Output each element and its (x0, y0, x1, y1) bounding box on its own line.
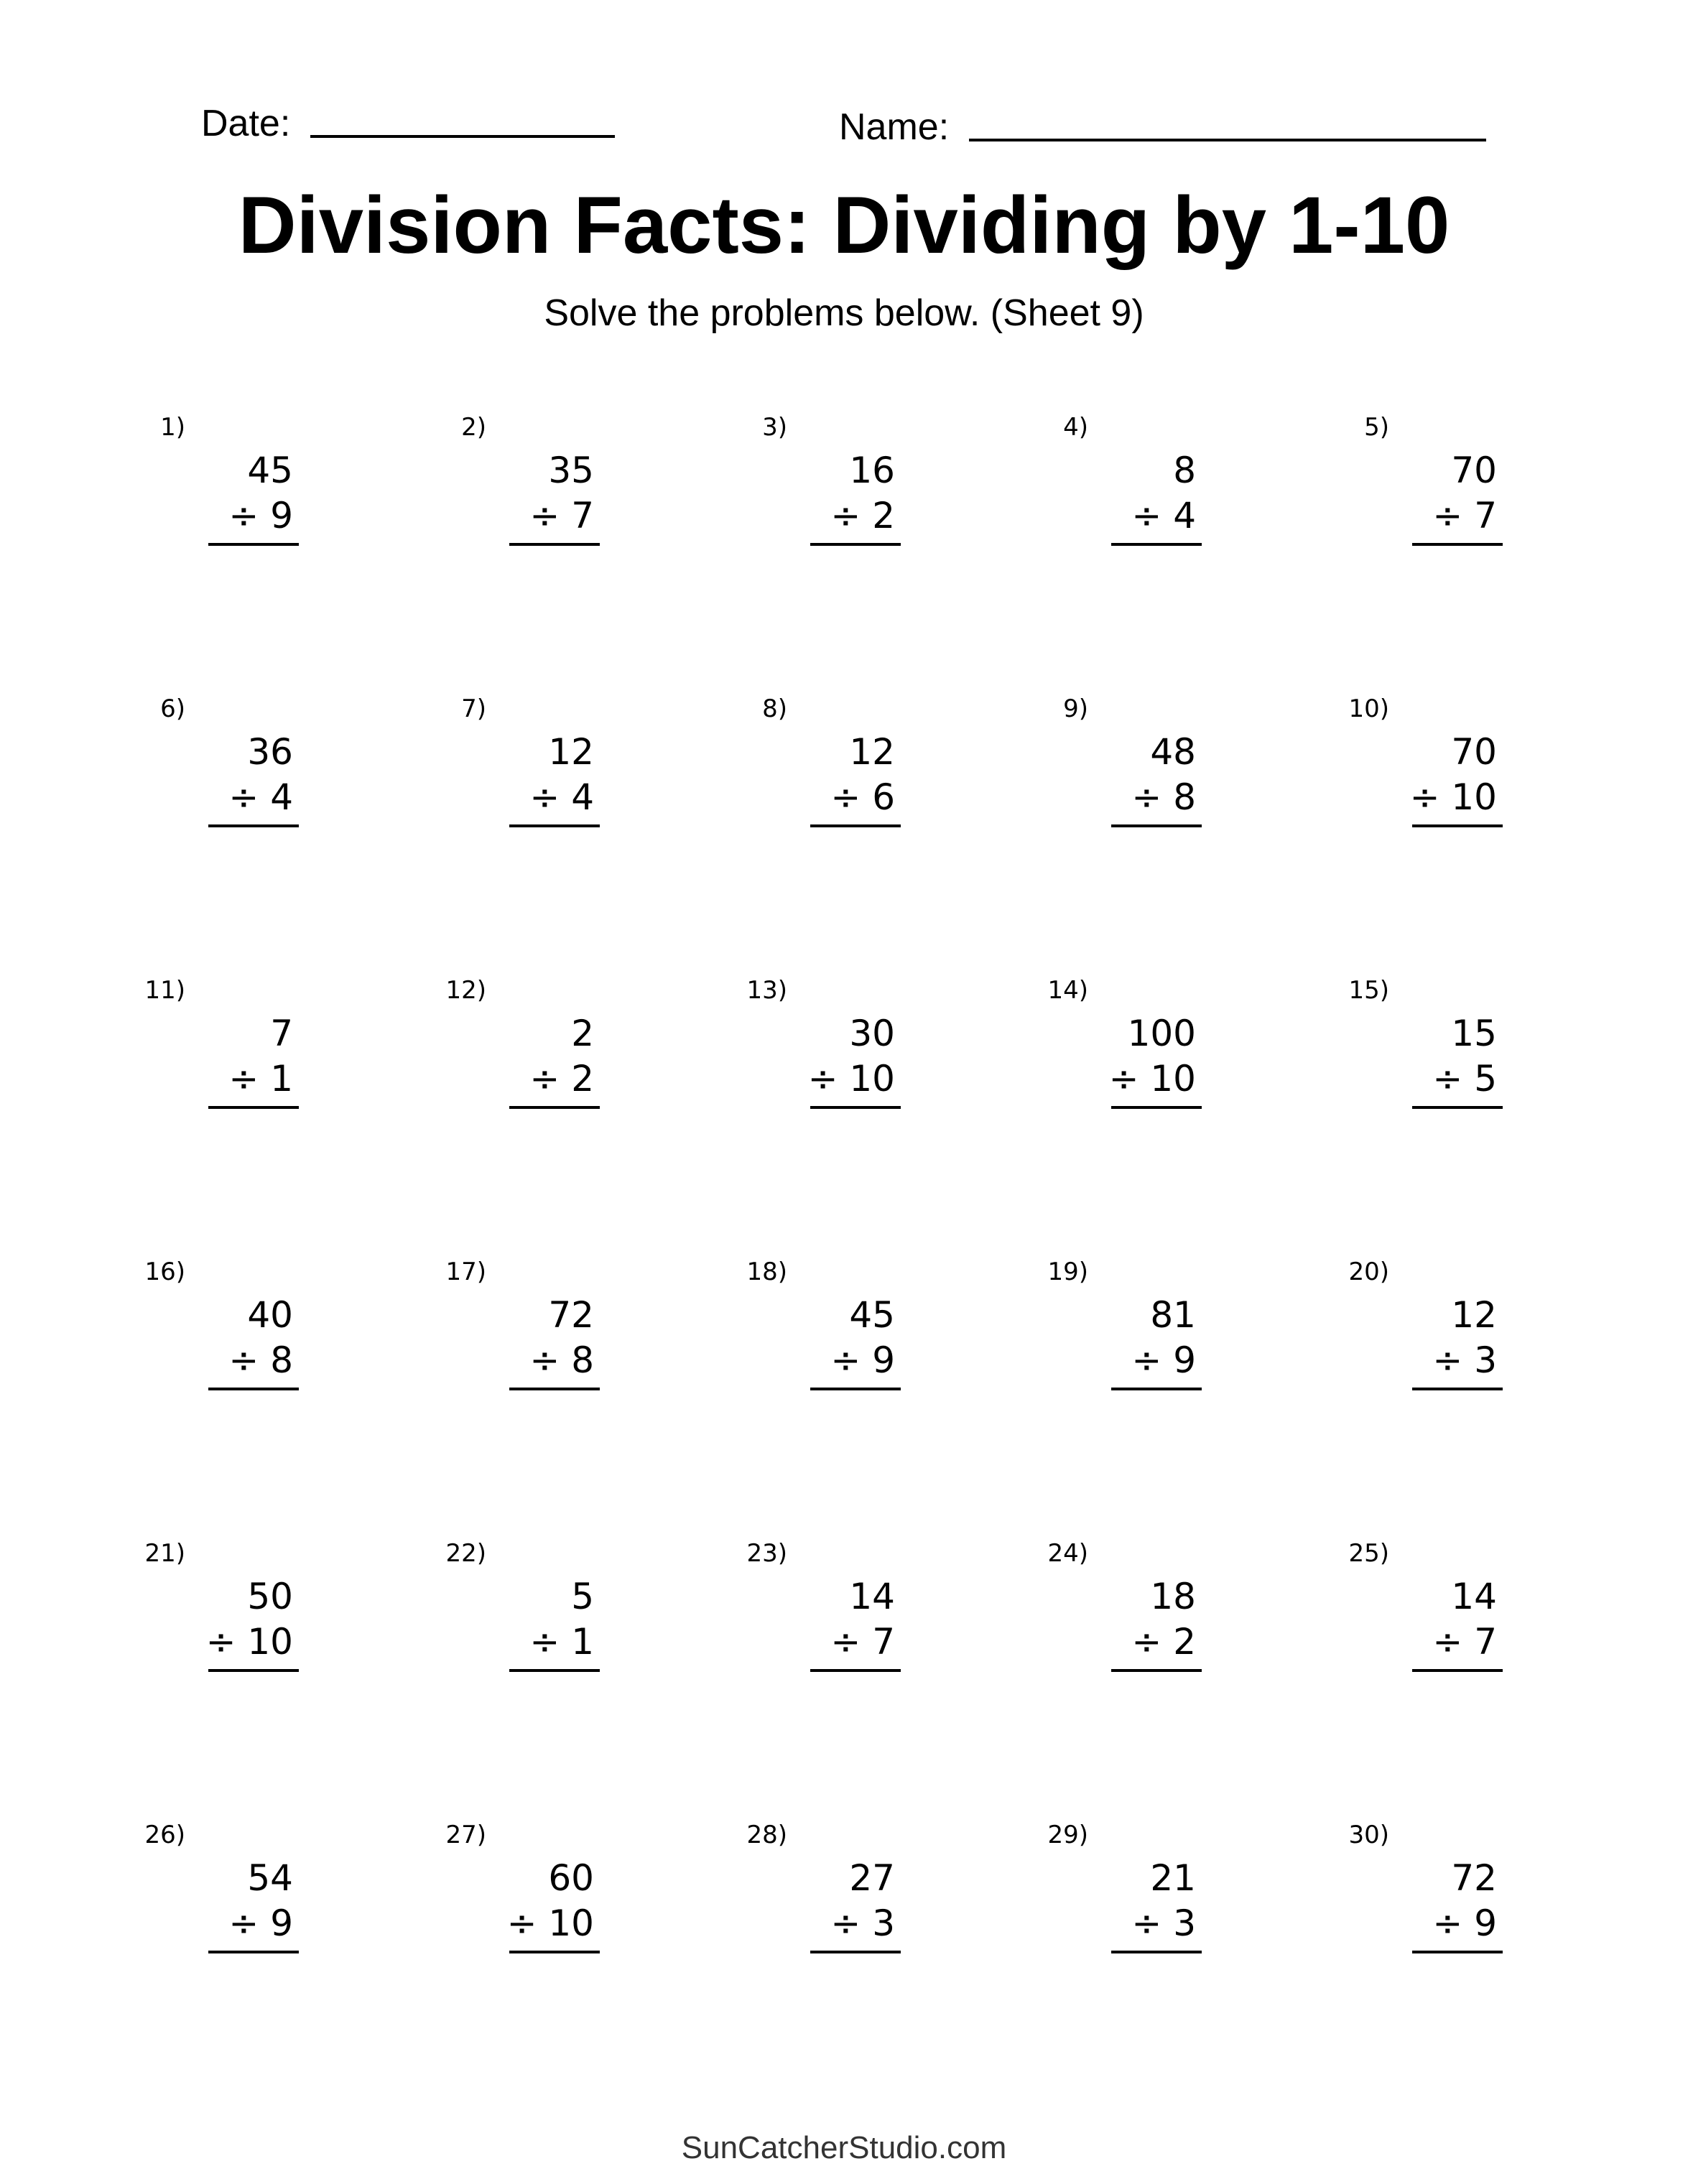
answer-line[interactable] (810, 543, 901, 546)
problem-5 (1287, 415, 1503, 559)
divisor-row (1131, 776, 1196, 818)
divisor-row (228, 495, 293, 536)
problem-6 (83, 694, 299, 840)
problem-19 (986, 1260, 1202, 1403)
problem-number: 18) (746, 1258, 787, 1286)
answer-line[interactable] (1111, 1388, 1202, 1390)
division-sign-icon: ÷ (1432, 1902, 1463, 1944)
problem-7 (384, 694, 600, 840)
problem-number: 9) (1063, 694, 1088, 723)
answer-line[interactable] (1412, 1669, 1503, 1672)
answer-line[interactable] (509, 1669, 600, 1672)
divisor-row (1432, 495, 1497, 536)
problem-29 (986, 1823, 1202, 1966)
problem-13 (685, 978, 901, 1122)
divisor: 7 (1474, 495, 1497, 536)
divisor: 2 (872, 495, 895, 536)
divisor: 8 (1173, 776, 1196, 818)
divisor: 8 (571, 1339, 594, 1381)
problem-number: 12) (445, 976, 486, 1005)
problem-number: 30) (1348, 1821, 1389, 1849)
problem-number: 3) (762, 413, 787, 442)
divisor: 4 (571, 776, 594, 818)
answer-line[interactable] (208, 1951, 299, 1953)
dividend: 12 (1451, 1294, 1497, 1336)
division-sign-icon: ÷ (830, 1339, 861, 1381)
division-sign-icon: ÷ (1432, 495, 1463, 536)
problem-18 (685, 1260, 901, 1403)
dividend: 7 (270, 1013, 293, 1054)
divisor-row (1432, 1058, 1497, 1100)
answer-line[interactable] (208, 543, 299, 546)
answer-line[interactable] (509, 1106, 600, 1109)
problem-number: 2) (461, 413, 486, 442)
dividend: 30 (849, 1013, 895, 1054)
divisor: 3 (1474, 1339, 1497, 1381)
answer-line[interactable] (208, 1388, 299, 1390)
dividend: 21 (1150, 1857, 1196, 1899)
date-label: Date: (201, 103, 291, 144)
divisor: 9 (270, 495, 293, 536)
problem-2 (384, 415, 600, 559)
division-sign-icon: ÷ (228, 495, 259, 536)
problem-30 (1287, 1823, 1503, 1966)
dividend: 45 (247, 450, 293, 491)
problem-number: 5) (1364, 413, 1389, 442)
problem-28 (685, 1823, 901, 1966)
divisor: 2 (1173, 1621, 1196, 1663)
problem-number: 23) (746, 1539, 787, 1568)
problem-26 (83, 1823, 299, 1966)
problem-number: 4) (1063, 413, 1088, 442)
divisor: 9 (1173, 1339, 1196, 1381)
divisor-row (506, 1902, 594, 1944)
dividend: 15 (1451, 1013, 1497, 1054)
divisor-row (830, 1621, 895, 1663)
dividend: 12 (548, 731, 594, 773)
divisor: 10 (1150, 1058, 1196, 1100)
problem-number: 10) (1348, 694, 1389, 723)
divisor: 10 (548, 1902, 594, 1944)
problem-number: 14) (1047, 976, 1088, 1005)
division-sign-icon: ÷ (830, 1621, 861, 1663)
division-sign-icon: ÷ (506, 1902, 537, 1944)
division-sign-icon: ÷ (1131, 1339, 1162, 1381)
dividend: 45 (849, 1294, 895, 1336)
division-sign-icon: ÷ (529, 495, 560, 536)
divisor-row (1432, 1902, 1497, 1944)
divisor: 5 (1474, 1058, 1497, 1100)
divisor-row (1409, 776, 1497, 818)
divisor: 7 (1474, 1621, 1497, 1663)
division-sign-icon: ÷ (228, 1339, 259, 1381)
dividend: 2 (571, 1013, 594, 1054)
problem-27 (384, 1823, 600, 1966)
problem-14 (986, 978, 1202, 1122)
division-sign-icon: ÷ (1108, 1058, 1139, 1100)
divisor-row (1131, 1339, 1196, 1381)
divisor-row (529, 1339, 594, 1381)
divisor-row (1131, 1621, 1196, 1663)
divisor-row (830, 495, 895, 536)
answer-line[interactable] (810, 1951, 901, 1953)
dividend: 14 (1451, 1576, 1497, 1617)
divisor-row (1108, 1058, 1196, 1100)
dividend: 50 (247, 1576, 293, 1617)
division-sign-icon: ÷ (228, 1902, 259, 1944)
divisor: 10 (247, 1621, 293, 1663)
problem-10 (1287, 694, 1503, 840)
divisor: 7 (872, 1621, 895, 1663)
dividend: 60 (548, 1857, 594, 1899)
division-sign-icon: ÷ (228, 776, 259, 818)
answer-line[interactable] (1412, 1388, 1503, 1390)
date-field[interactable] (310, 135, 615, 138)
divisor: 10 (1451, 776, 1497, 818)
answer-line[interactable] (208, 824, 299, 827)
divisor-row (205, 1621, 293, 1663)
problem-number: 15) (1348, 976, 1389, 1005)
division-sign-icon: ÷ (807, 1058, 838, 1100)
divisor: 6 (872, 776, 895, 818)
divisor: 1 (270, 1058, 293, 1100)
dividend: 14 (849, 1576, 895, 1617)
divisor-row (529, 776, 594, 818)
problem-4 (986, 415, 1202, 559)
answer-line[interactable] (810, 1669, 901, 1672)
divisor: 9 (270, 1902, 293, 1944)
footer-site-credit: SunCatcherStudio.com (681, 2130, 1007, 2165)
divisor-row (807, 1058, 895, 1100)
problem-22 (384, 1541, 600, 1685)
divisor-row (1432, 1339, 1497, 1381)
divisor: 1 (571, 1621, 594, 1663)
answer-line[interactable] (1412, 543, 1503, 546)
problem-number: 20) (1348, 1258, 1389, 1286)
problem-number: 8) (762, 694, 787, 723)
name-label: Name: (839, 106, 950, 148)
answer-line[interactable] (208, 1106, 299, 1109)
division-sign-icon: ÷ (1131, 1902, 1162, 1944)
problem-number: 19) (1047, 1258, 1088, 1286)
problem-25 (1287, 1541, 1503, 1685)
answer-line[interactable] (509, 543, 600, 546)
divisor: 3 (872, 1902, 895, 1944)
dividend: 54 (247, 1857, 293, 1899)
problem-8 (685, 694, 901, 840)
problem-number: 22) (445, 1539, 486, 1568)
divisor-row (1131, 495, 1196, 536)
divisor-row (1131, 1902, 1196, 1944)
problem-number: 24) (1047, 1539, 1088, 1568)
division-sign-icon: ÷ (1432, 1339, 1463, 1381)
problem-17 (384, 1260, 600, 1403)
problem-number: 6) (160, 694, 185, 723)
divisor: 3 (1173, 1902, 1196, 1944)
problem-15 (1287, 978, 1503, 1122)
dividend: 72 (1451, 1857, 1497, 1899)
dividend: 40 (247, 1294, 293, 1336)
problem-number: 21) (144, 1539, 185, 1568)
divisor-row (529, 495, 594, 536)
answer-line[interactable] (1412, 824, 1503, 827)
dividend: 18 (1150, 1576, 1196, 1617)
dividend: 100 (1127, 1013, 1196, 1054)
divisor-row (1432, 1621, 1497, 1663)
problem-number: 25) (1348, 1539, 1389, 1568)
dividend: 27 (849, 1857, 895, 1899)
divisor: 9 (872, 1339, 895, 1381)
problem-number: 28) (746, 1821, 787, 1849)
divisor-row (228, 1902, 293, 1944)
divisor-row (228, 1339, 293, 1381)
division-sign-icon: ÷ (205, 1621, 236, 1663)
divisor: 4 (270, 776, 293, 818)
problem-number: 17) (445, 1258, 486, 1286)
problem-16 (83, 1260, 299, 1403)
page-title: Division Facts: Dividing by 1-10 (238, 180, 1450, 270)
division-sign-icon: ÷ (830, 495, 861, 536)
problem-21 (83, 1541, 299, 1685)
problem-11 (83, 978, 299, 1122)
problem-12 (384, 978, 600, 1122)
problem-number: 27) (445, 1821, 486, 1849)
answer-line[interactable] (1111, 824, 1202, 827)
dividend: 72 (548, 1294, 594, 1336)
problem-number: 13) (746, 976, 787, 1005)
divisor-row (830, 776, 895, 818)
division-sign-icon: ÷ (1131, 776, 1162, 818)
division-sign-icon: ÷ (1432, 1058, 1463, 1100)
dividend: 5 (571, 1576, 594, 1617)
divisor: 4 (1173, 495, 1196, 536)
dividend: 16 (849, 450, 895, 491)
problem-number: 29) (1047, 1821, 1088, 1849)
divisor: 8 (270, 1339, 293, 1381)
division-sign-icon: ÷ (830, 776, 861, 818)
problem-number: 1) (160, 413, 185, 442)
divisor-row (529, 1621, 594, 1663)
division-sign-icon: ÷ (1409, 776, 1440, 818)
division-sign-icon: ÷ (529, 1339, 560, 1381)
problem-23 (685, 1541, 901, 1685)
answer-line[interactable] (810, 824, 901, 827)
dividend: 35 (548, 450, 594, 491)
division-sign-icon: ÷ (830, 1902, 861, 1944)
answer-line[interactable] (1412, 1951, 1503, 1953)
dividend: 48 (1150, 731, 1196, 773)
name-field[interactable] (969, 139, 1486, 141)
division-sign-icon: ÷ (228, 1058, 259, 1100)
problem-1 (83, 415, 299, 559)
problem-9 (986, 694, 1202, 840)
answer-line[interactable] (1111, 1669, 1202, 1672)
divisor-row (228, 1058, 293, 1100)
answer-line[interactable] (509, 1388, 600, 1390)
answer-line[interactable] (1111, 1951, 1202, 1953)
divisor: 9 (1474, 1902, 1497, 1944)
answer-line[interactable] (1111, 543, 1202, 546)
divisor-row (228, 776, 293, 818)
problem-3 (685, 415, 901, 559)
answer-line[interactable] (810, 1106, 901, 1109)
division-sign-icon: ÷ (529, 1058, 560, 1100)
answer-line[interactable] (810, 1388, 901, 1390)
problem-20 (1287, 1260, 1503, 1403)
divisor-row (830, 1339, 895, 1381)
problem-number: 7) (461, 694, 486, 723)
division-sign-icon: ÷ (529, 776, 560, 818)
division-sign-icon: ÷ (1131, 1621, 1162, 1663)
problem-number: 11) (144, 976, 185, 1005)
instructions: Solve the problems below. (Sheet 9) (544, 292, 1144, 334)
division-sign-icon: ÷ (529, 1621, 560, 1663)
dividend: 81 (1150, 1294, 1196, 1336)
answer-line[interactable] (208, 1669, 299, 1672)
answer-line[interactable] (509, 824, 600, 827)
answer-line[interactable] (1412, 1106, 1503, 1109)
divisor: 7 (571, 495, 594, 536)
division-sign-icon: ÷ (1131, 495, 1162, 536)
divisor: 10 (849, 1058, 895, 1100)
answer-line[interactable] (509, 1951, 600, 1953)
problem-24 (986, 1541, 1202, 1685)
dividend: 12 (849, 731, 895, 773)
dividend: 36 (247, 731, 293, 773)
dividend: 70 (1451, 731, 1497, 773)
problem-number: 26) (144, 1821, 185, 1849)
dividend: 8 (1173, 450, 1196, 491)
dividend: 70 (1451, 450, 1497, 491)
divisor-row (830, 1902, 895, 1944)
answer-line[interactable] (1111, 1106, 1202, 1109)
division-sign-icon: ÷ (1432, 1621, 1463, 1663)
problem-number: 16) (144, 1258, 185, 1286)
divisor-row (529, 1058, 594, 1100)
divisor: 2 (571, 1058, 594, 1100)
